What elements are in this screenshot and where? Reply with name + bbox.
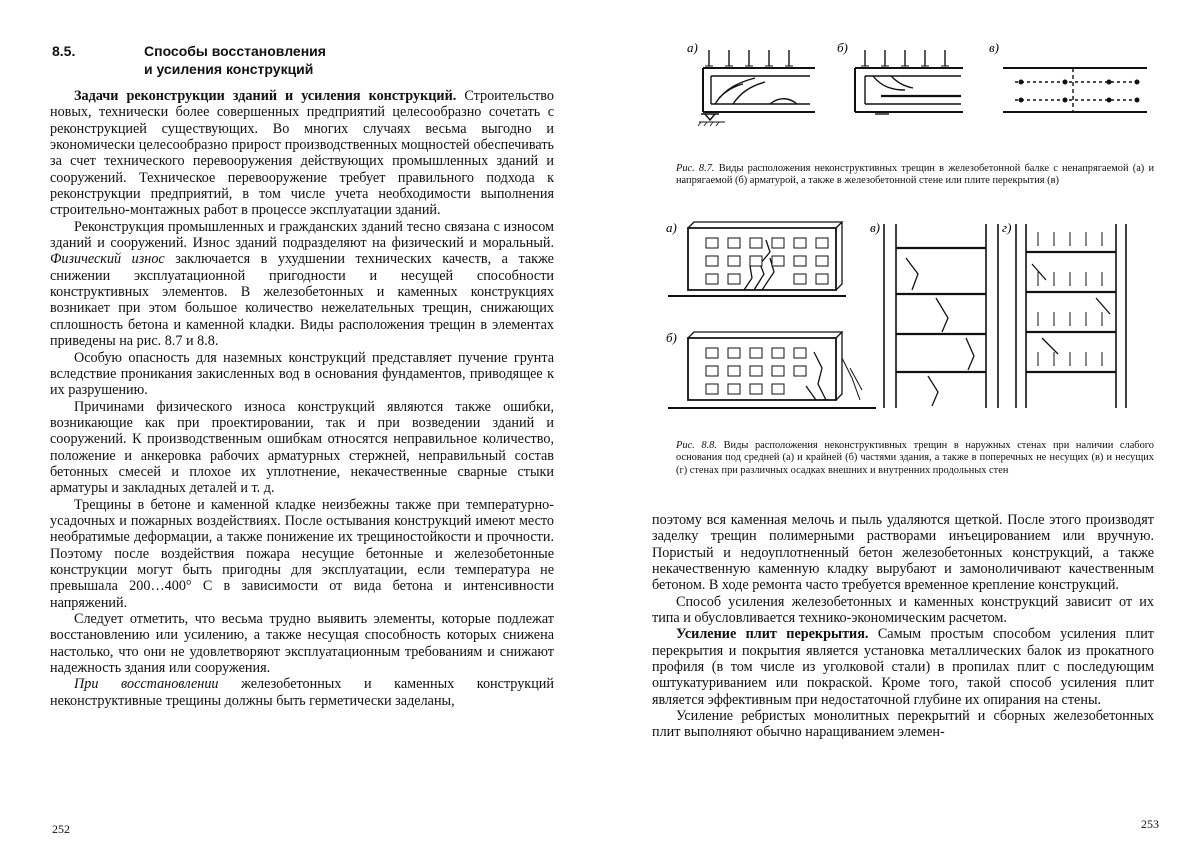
beam-a-drawing	[698, 50, 815, 126]
fig2-label-a: а)	[666, 220, 677, 235]
paragraph: Задачи реконструкции зданий и усиления конструкций. Строительство новых, технически более совершенных предприятий целесообразно сочетать с реконструкцией существующих. Во многих случаях весьма выгодно и экономически целесообразно прирост производственных мощностей обеспечивать за счет технического перевооружения действующих промышленных зданий и сооружений. Техническое перевооружение требует правильного подхода к реконструкции предприятий, в том числе учета необходимости выполнения строительно-монтажных работ в процессе эксплуатации зданий.	[50, 88, 555, 219]
run-in-heading: Усиление плит перекрытия.	[676, 626, 869, 643]
figure-8-8-caption: Рис. 8.8. Виды расположения неконструктивных трещин в наружных стенах при наличии слабого основания под средней (а) и крайней (б) частями здания, а также в поперечных не несущих (в) и несущих (г) стенах при различных осадках внешних и внутренних продольных стен	[676, 440, 1154, 476]
figure-8-8	[666, 218, 1156, 430]
figure-label: Рис. 8.7.	[676, 163, 715, 174]
paragraph: Следует отметить, что весьма трудно выявить элементы, которые подлежат восстановлению или усилению, а также несущая способность которых снижена настолько, что они не удовлетворяют эксплуатационным требованиям и снижают надежность здания или сооружения.	[50, 611, 554, 677]
paragraph: Способ усиления железобетонных и каменных конструкций зависит от их типа и обусловливается технико-экономическим расчетом.	[652, 593, 1154, 627]
paragraph: Реконструкция промышленных и гражданских зданий тесно связана с износом зданий и сооружений. Износ зданий подразделяют на физический и моральный. Физический износ заключается в ухудшении технических качеств, а также снижении эксплуатационной пригодности и несущей способности конструктивных элементов. В железобетонных и каменных конструкциях возникает при этом большое количество нежелательных трещин, снижающих сплошность бетона и каменной кладки. Виды расположения трещин в элементах приведены на рис. 8.7 и 8.8.	[50, 218, 554, 350]
fig1-label-c: в)	[989, 40, 999, 55]
left-body-text	[50, 88, 554, 709]
right-page	[600, 0, 1200, 863]
paragraph: Усиление ребристых монолитных перекрытий и сборных железобетонных плит выполняют обычно наращиванием элемен-	[652, 708, 1154, 741]
page-number-left: 252	[52, 822, 70, 836]
fig2-label-d: г)	[1002, 220, 1012, 235]
figure-label: Рис. 8.8.	[676, 440, 717, 451]
paragraph: поэтому вся каменная мелочь и пыль удаляются щеткой. После этого производят заделку трещин полимерными растворами инъецированием или вручную. Пористый и недоуплотненный бетон железобетонных конструкций, а также некачественную каменную кладку вырубают и замоноличивают качественным бетоном. В ходе ремонта часто требуется временное крепление конструкций.	[652, 512, 1154, 594]
page-number-right: 253	[1141, 817, 1159, 831]
right-body-text	[652, 512, 1154, 741]
wall-d-drawing	[1016, 224, 1126, 408]
paragraph: Особую опасность для наземных конструкций представляет пучение грунта вследствие проникания закисленных вод в основания фундаментов, приводящее к их разрушению.	[50, 349, 554, 399]
wall-c-drawing	[884, 224, 998, 408]
run-in-heading: Задачи реконструкции зданий и усиления конструкций.	[74, 88, 457, 104]
fig1-label-a: а)	[687, 40, 698, 55]
figure-8-7-caption: Рис. 8.7. Виды расположения неконструктивных трещин в железобетонной балке с ненапрягаемой (а) и напрягаемой (б) арматурой, а также в железобетонной стене или плите перекрытия (в)	[676, 163, 1155, 187]
paragraph: При восстановлении железобетонных и каменных конструкций неконструктивные трещины должны быть герметически заделаны,	[50, 676, 554, 709]
section-title	[144, 42, 404, 78]
section-number: 8.5.	[52, 43, 76, 59]
paragraph: Трещины в бетоне и каменной кладке неизбежны также при температурно-усадочных и пожарных воздействиях. После остывания конструкций имеют место необратимые деформации, а также понижение их трещиностойкости и прочности. Поэтому после воздействия пожара несущие бетонные и железобетонные конструкции могут быть пригодны для эксплуатации, если температура не превышала 200…400° С в зависимости от вида бетона и интенсивности напряжений.	[50, 496, 554, 611]
paragraph: Усиление плит перекрытия. Самым простым способом усиления плит перекрытия и покрытия является установка металлических балок из прокатного профиля (в том числе из уголковой стали) в пропилах плит с последующим оштукатуриванием или покраской. Кроме того, такой способ усиления плит является эффективным при недостаточной глубине их опирания на стены.	[652, 626, 1154, 708]
section-title-line-1: Способы восстановления	[144, 43, 326, 59]
fig1-label-b: б)	[837, 40, 848, 55]
fig2-label-b: б)	[666, 330, 677, 345]
slab-c-drawing	[1003, 68, 1147, 112]
term-italic: Физический износ	[50, 251, 165, 268]
figure-8-7	[685, 38, 1155, 158]
fig2-label-c: в)	[870, 220, 880, 235]
beam-b-drawing	[855, 50, 963, 114]
paragraph: Причинами физического износа конструкций являются также ошибки, возникающие как при проектировании, так и при возведении зданий и сооружений. К производственным ошибкам относятся неправильное количество, положение и анкеровка рабочих арматурных стержней, неправильный состав бетонных смесей и плохое их уплотнение, некачественные сварные стыки арматуры и закладных деталей и т. д.	[50, 398, 554, 497]
section-title-line-2: и усиления конструкций	[144, 61, 314, 77]
building-windows	[706, 238, 828, 394]
term-italic: При восстановлении	[74, 676, 219, 693]
